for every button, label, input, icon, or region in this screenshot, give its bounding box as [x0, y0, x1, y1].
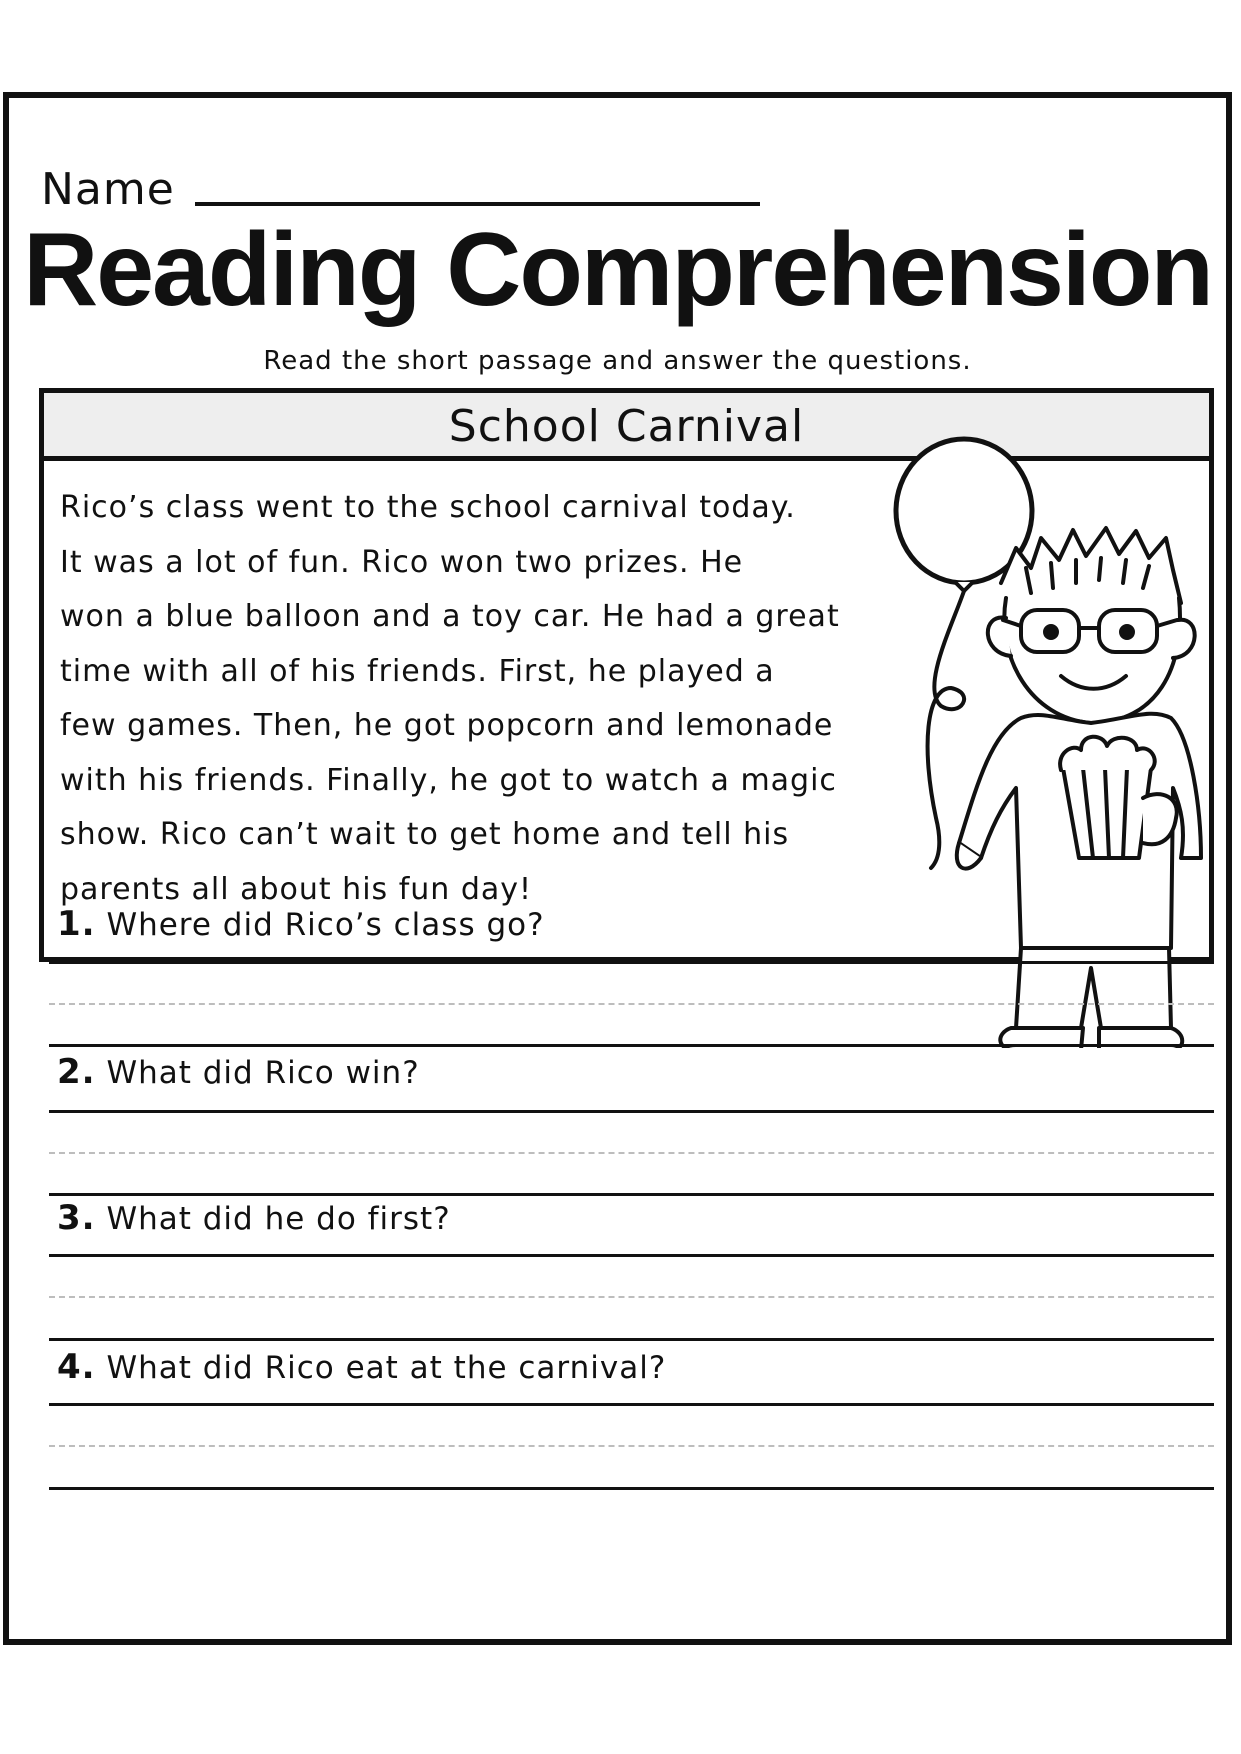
question-label: Where did Rico’s class go?	[106, 907, 545, 943]
passage-line: It was a lot of fun. Rico won two prizes. He	[60, 544, 744, 580]
answer-line-bottom[interactable]	[49, 1193, 1214, 1196]
question-number: 4.	[57, 1347, 96, 1387]
question-text	[57, 1052, 420, 1092]
passage-line: few games. Then, he got popcorn and lemonade	[60, 708, 834, 743]
question-number: 2.	[57, 1052, 96, 1092]
name-field[interactable]	[195, 202, 760, 206]
question-3	[49, 1198, 1214, 1358]
answer-line-top[interactable]	[49, 1110, 1214, 1113]
answer-line-bottom[interactable]	[49, 1338, 1214, 1341]
question-text	[57, 1347, 666, 1387]
worksheet	[3, 92, 1232, 1645]
question-4	[49, 1347, 1214, 1507]
answer-line-mid	[49, 1152, 1214, 1154]
passage-text	[60, 481, 920, 917]
answer-line-mid	[49, 1003, 1214, 1005]
question-text	[57, 1198, 451, 1238]
instructions: Read the short passage and answer the questions.	[263, 346, 972, 376]
passage-line: parents all about his fun day!	[60, 871, 533, 907]
answer-line-top[interactable]	[49, 1254, 1214, 1257]
passage-line: time with all of his friends. First, he played a	[60, 653, 775, 689]
passage-line: Rico’s class went to the school carnival today.	[60, 490, 796, 525]
passage-line: won a blue balloon and a toy car. He had a great	[60, 599, 840, 634]
name-row	[41, 156, 760, 215]
question-label: What did he do first?	[106, 1201, 451, 1237]
question-label: What did Rico eat at the carnival?	[106, 1350, 667, 1386]
passage-title: School Carnival	[448, 401, 805, 452]
question-label: What did Rico win?	[106, 1055, 420, 1091]
question-number: 3.	[57, 1198, 96, 1238]
question-text	[57, 904, 545, 944]
page-title: Reading Comprehension	[23, 212, 1212, 328]
question-number: 1.	[57, 904, 96, 944]
answer-line-top[interactable]	[49, 1403, 1214, 1406]
question-2	[49, 1052, 1214, 1212]
question-1	[49, 904, 1214, 1064]
answer-line-bottom[interactable]	[49, 1487, 1214, 1490]
passage-line: show. Rico can’t wait to get home and tell his	[60, 817, 790, 852]
answer-line-mid	[49, 1445, 1214, 1447]
name-label: Name	[41, 164, 175, 215]
answer-line-top[interactable]	[49, 961, 1214, 964]
passage-line: with his friends. Finally, he got to watch a magic	[60, 762, 837, 798]
answer-line-bottom[interactable]	[49, 1044, 1214, 1047]
answer-line-mid	[49, 1296, 1214, 1298]
